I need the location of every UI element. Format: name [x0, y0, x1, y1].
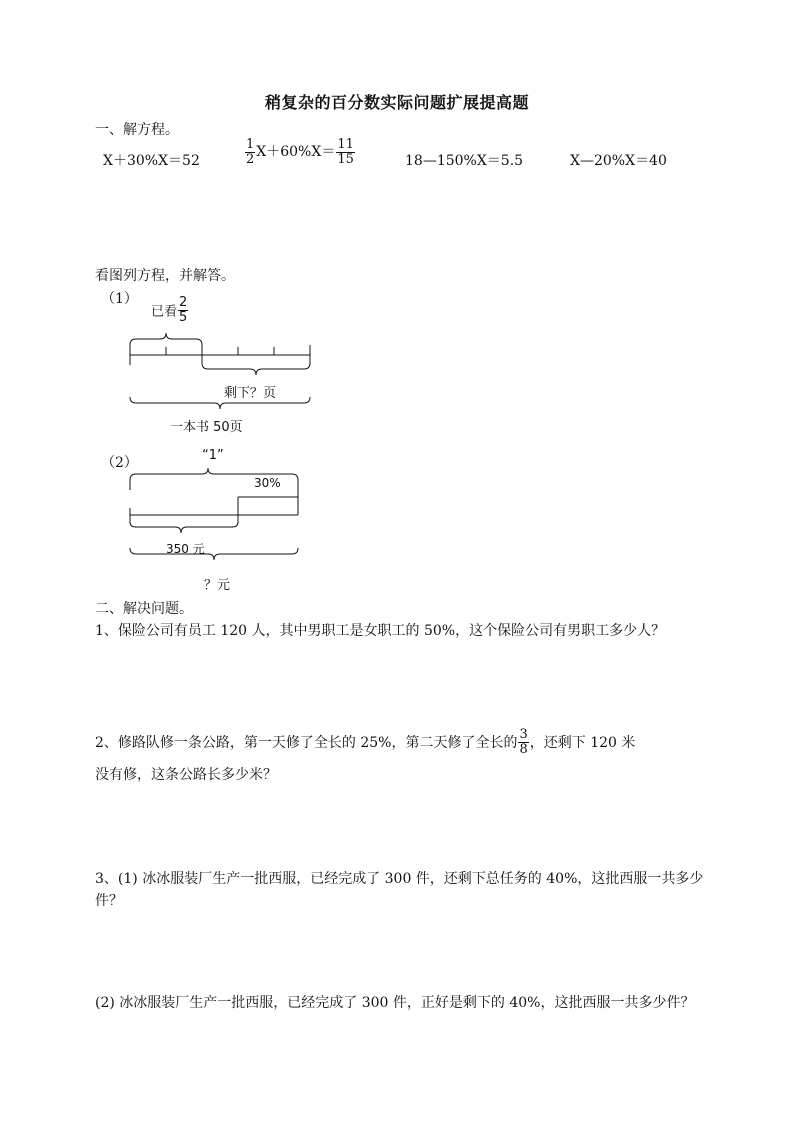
- diagram-2-label: （2）: [101, 455, 138, 471]
- fraction-denominator: 8: [519, 741, 528, 757]
- equation-2: [244, 138, 356, 166]
- equation-1: X＋30%X＝52: [103, 153, 200, 169]
- total-brace: [130, 397, 310, 409]
- section-1-heading: 一、解方程。: [95, 122, 179, 138]
- page-title: 稍复杂的百分数实际问题扩展提高题: [264, 93, 529, 112]
- remain-brace: [202, 355, 310, 375]
- diagram-1-total-label: 一本书 50页: [170, 420, 243, 435]
- question-2-fraction: [518, 728, 528, 756]
- question-3-part-2: (2) 冰冰服装厂生产一批西服，已经完成了 300 件，正好是剩下的 40%，这批西服一共多少件？: [95, 995, 695, 1011]
- equation-2-rhs-fraction: [336, 138, 355, 166]
- amount-brace: [130, 515, 238, 533]
- question-2-after: ，还剩下 120 米: [529, 735, 636, 752]
- fraction-numerator: 2: [179, 295, 188, 310]
- section-2-heading: 二、解决问题。: [95, 601, 193, 617]
- unknown-brace: [130, 548, 298, 560]
- diagram-section-heading: 看图列方程，并解答。: [95, 268, 235, 284]
- equation-4: X—20%X＝40: [570, 153, 667, 169]
- read-prefix: 已看: [151, 304, 178, 320]
- fraction-numerator: 3: [519, 727, 528, 742]
- equation-3: 18—150%X＝5.5: [405, 153, 524, 169]
- diagram-1-remain-label: 剩下？页: [224, 386, 277, 401]
- question-2-line-2: 没有修，这条公路长多少米？: [95, 767, 277, 783]
- fraction-denominator: 5: [179, 309, 188, 325]
- read-fraction: [178, 296, 188, 324]
- equation-2-middle: X＋60%X＝: [256, 144, 336, 161]
- question-1: 1、保险公司有员工 120 人，其中男职工是女职工的 50%，这个保险公司有男职工多少人？: [95, 623, 666, 639]
- diagram-1-read-label: [151, 296, 189, 324]
- diagram-2-unknown-label: ？元: [204, 578, 231, 593]
- fraction-numerator: 1: [246, 137, 255, 152]
- question-3-part-1: 3、(1) 冰冰服装厂生产一批西服，已经完成了 300 件，还剩下总任务的 40%，这批西服一共多少件？: [95, 871, 704, 909]
- fraction-denominator: 15: [337, 151, 354, 167]
- equation-2-coefficient-fraction: [245, 138, 255, 166]
- question-2-line-1: [95, 728, 715, 756]
- diagram-2-unit-one-label: “1”: [202, 448, 224, 463]
- unit-one-brace: [130, 468, 298, 490]
- diagram-2-amount-label: 350 元: [166, 542, 205, 556]
- fraction-denominator: 2: [246, 151, 255, 167]
- question-2-before: 2、修路队修一条公路，第一天修了全长的 25%，第二天修了全长的: [95, 735, 518, 752]
- fraction-numerator: 11: [337, 137, 354, 152]
- diagram-2-figure: [120, 460, 320, 580]
- diagram-2-percent-label: 30%: [254, 476, 281, 490]
- diagram-1-label: （1）: [101, 291, 138, 307]
